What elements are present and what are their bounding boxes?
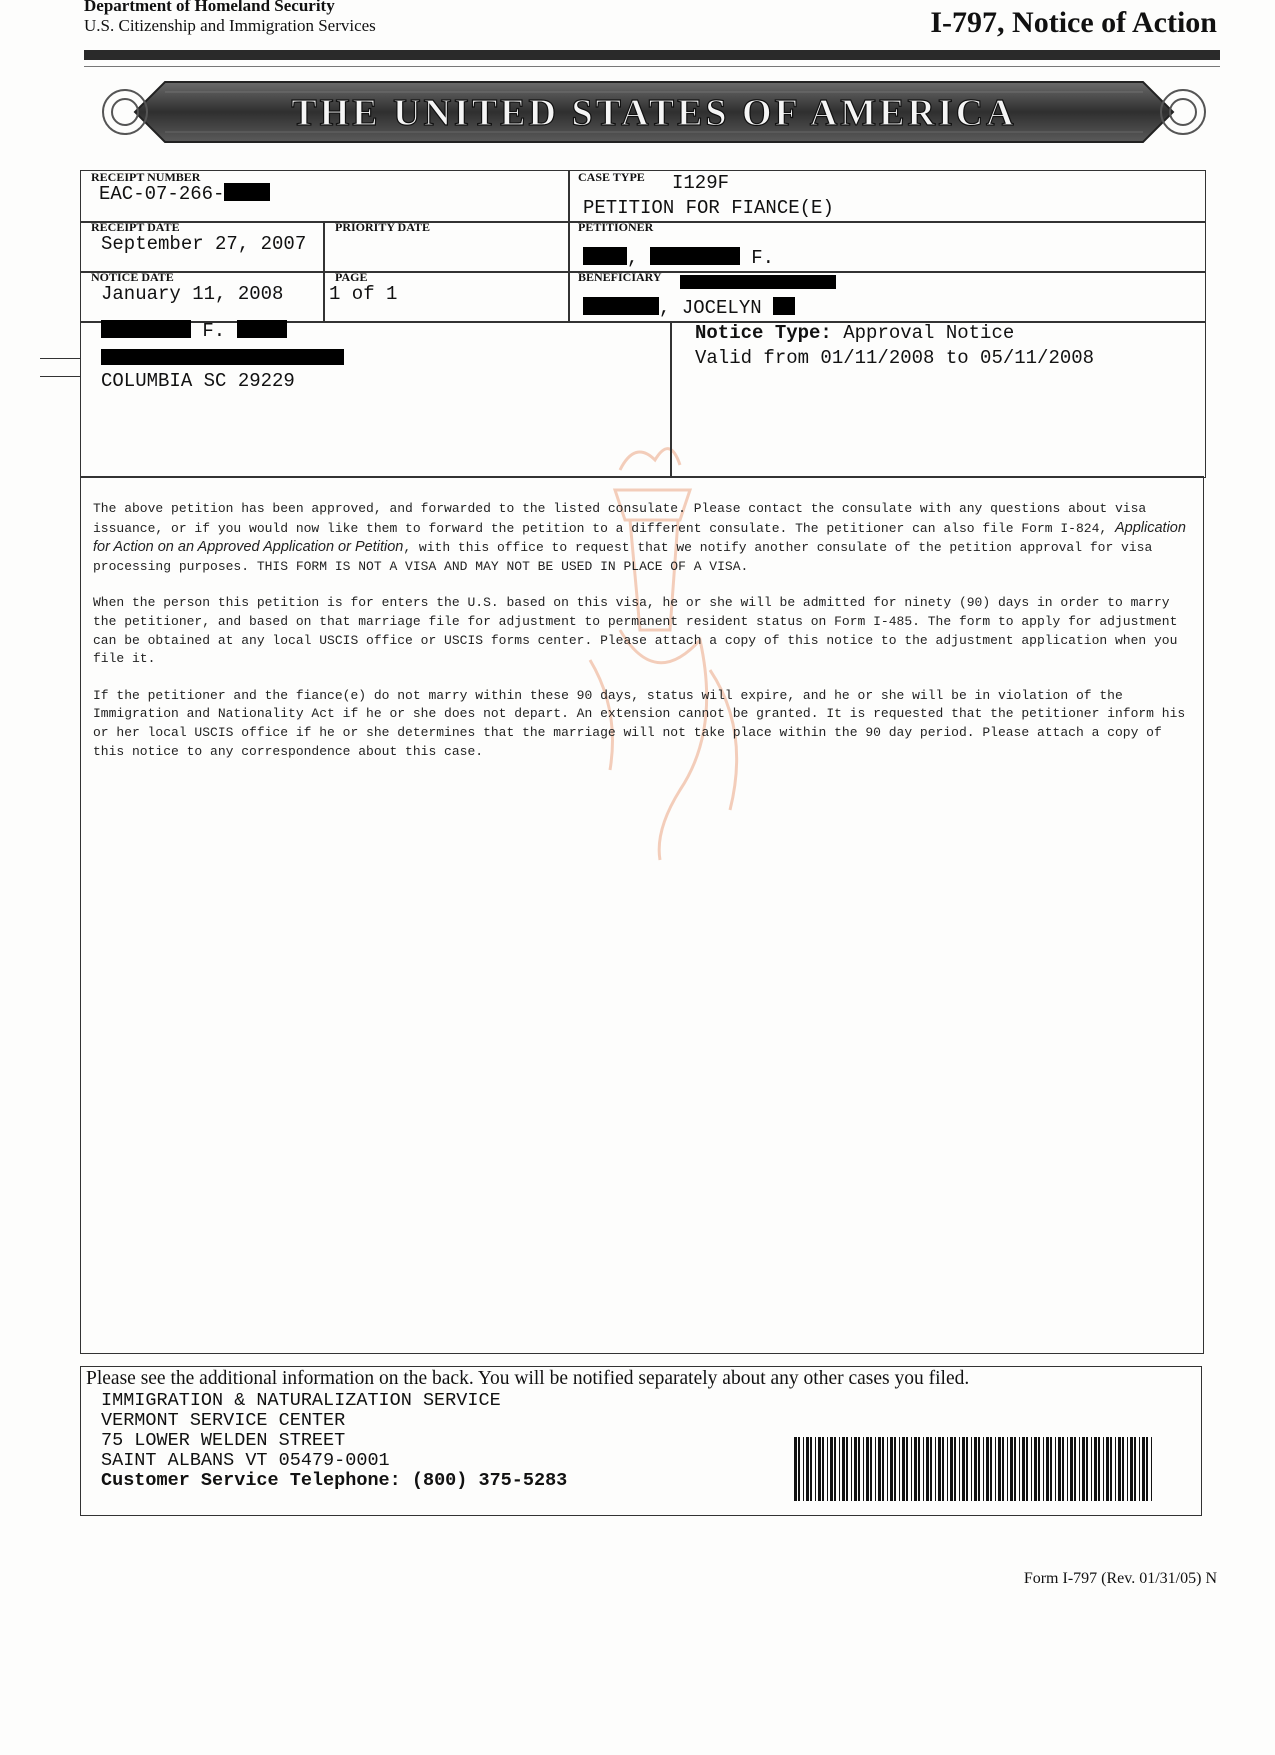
notice-type: Notice Type: Approval Notice [695,322,1015,344]
redaction [583,247,627,265]
page-label: PAGE [335,270,368,284]
receipt-date-label: RECEIPT DATE [91,220,180,234]
barcode-bar [822,1437,824,1501]
notice-date-label: NOTICE DATE [91,270,174,284]
barcode-bar [827,1437,828,1501]
footer-intro: Please see the additional information on the back. You will be notified separately about any other cases you filed. [86,1368,970,1389]
priority-date-label: PRIORITY DATE [335,220,431,234]
barcode-bar [930,1437,932,1501]
barcode-bar [906,1437,908,1501]
barcode-bar [942,1437,944,1501]
barcode-bar [1122,1437,1124,1501]
barcode-bar [926,1437,929,1501]
barcode-bar [863,1437,864,1501]
barcode-bar [1098,1437,1100,1501]
barcode-bar [998,1437,1001,1501]
customer-service-phone: Customer Service Telephone: (800) 375-5283 [101,1470,568,1491]
barcode-bar [950,1437,953,1501]
barcode-bar [923,1437,924,1501]
barcode-bar [959,1437,960,1501]
barcode-bar [1058,1437,1061,1501]
beneficiary-label: BENEFICIARY [578,270,662,284]
redaction [773,297,795,315]
barcode-bar [1014,1437,1016,1501]
barcode-bar [830,1437,833,1501]
barcode-bar [839,1437,840,1501]
barcode-bar [1034,1437,1037,1501]
redaction [650,247,740,265]
redaction [237,320,287,338]
barcode-bar [842,1437,845,1501]
barcode-bar [935,1437,936,1501]
barcode-bar [1026,1437,1028,1501]
barcode-bar [1134,1437,1136,1501]
barcode-bar [1010,1437,1013,1501]
barcode-bar [1074,1437,1076,1501]
barcode-bar [851,1437,852,1501]
address-city-line: COLUMBIA SC 29229 [101,370,295,392]
paragraph-2: When the person this petition is for enters the U.S. based on this visa, he or she will be admitted for ninety (90) days in order to marry the petitioner, and based on that marriage file for adjustment to permanent resident status on Form I-485. The form to apply for adjustment can be obtained at any local USCIS office or USCIS forms center. Please attach a copy of this notice to the adjustment application when you file it. [93,595,1178,667]
barcode-bar [962,1437,965,1501]
barcode-bar [1031,1437,1032,1501]
barcode [794,1437,1156,1501]
barcode-bar [887,1437,888,1501]
barcode-bar [995,1437,996,1501]
barcode-bar [914,1437,917,1501]
notice-date-value: January 11, 2008 [101,283,284,305]
barcode-bar [1070,1437,1073,1501]
barcode-bar [894,1437,896,1501]
barcode-bar [938,1437,941,1501]
barcode-bar [947,1437,948,1501]
barcode-bar [1022,1437,1025,1501]
barcode-bar [806,1437,809,1501]
beneficiary-value: , JOCELYN [583,297,795,319]
barcode-bar [834,1437,836,1501]
barcode-bar [1043,1437,1044,1501]
paragraph-3: If the petitioner and the fiance(e) do not marry within these 90 days, status will expire, and he or she will be in violation of the Immigration and Nationality Act if he or she does not depart. An extension cannot be granted. It is requested that the petitioner inform his or her local USCIS office if he or she determines that the marriage will not take place within the 90 day period. Please attach a copy of this notice to any correspondence about this case. [93,687,1186,759]
barcode-bar [1079,1437,1080,1501]
petitioner-value: , F. [583,247,774,269]
barcode-bar [1146,1437,1148,1501]
barcode-bar [1091,1437,1092,1501]
barcode-bar [866,1437,869,1501]
barcode-bar [966,1437,968,1501]
barcode-bar [890,1437,893,1501]
barcode-bar [1067,1437,1068,1501]
barcode-bar [1106,1437,1109,1501]
barcode-bar [875,1437,876,1501]
usa-banner [95,78,1213,146]
case-type-label: CASE TYPE [578,170,645,184]
agency-name: U.S. Citizenship and Immigration Services [84,16,376,35]
barcode-bar [974,1437,977,1501]
barcode-bar [1151,1437,1152,1501]
barcode-bar [810,1437,812,1501]
barcode-bar [858,1437,860,1501]
barcode-bar [1086,1437,1088,1501]
barcode-bar [794,1437,797,1501]
office-address [101,1391,567,1491]
barcode-bar [1127,1437,1128,1501]
barcode-bar [986,1437,989,1501]
barcode-bar [1019,1437,1020,1501]
barcode-bar [1118,1437,1121,1501]
barcode-bar [1139,1437,1140,1501]
barcode-bar [918,1437,920,1501]
barcode-bar [798,1437,800,1501]
barcode-bar [1050,1437,1052,1501]
barcode-bar [978,1437,980,1501]
barcode-bar [902,1437,905,1501]
barcode-bar [846,1437,848,1501]
barcode-bar [983,1437,984,1501]
barcode-bar [1110,1437,1112,1501]
barcode-bar [1038,1437,1040,1501]
receipt-number-label: RECEIPT NUMBER [91,170,201,184]
barcode-bar [882,1437,884,1501]
barcode-bar [1115,1437,1116,1501]
office-line: IMMIGRATION & NATURALIZATION SERVICE [101,1390,501,1411]
barcode-bar [899,1437,900,1501]
department-name: Department of Homeland Security [84,0,335,15]
notice-body [93,500,1193,779]
barcode-bar [1062,1437,1064,1501]
address-name-line: F. [101,320,287,342]
barcode-bar [1055,1437,1056,1501]
barcode-bar [1046,1437,1049,1501]
redaction [101,320,191,338]
petitioner-label: PETITIONER [578,220,654,234]
redaction [680,275,836,289]
barcode-bar [870,1437,872,1501]
barcode-bar [954,1437,956,1501]
paragraph-1: The above petition has been approved, and forwarded to the listed consulate. Please contact the consulate with any questions about visa issuance, or if you would now like them to forward the petition to a different consulate. The petitioner can also file Form I-824, Application for Action on an Approved Application or Petition, with this office to request that we notify another consulate of the petition approval for visa processing purposes. THIS FORM IS NOT A VISA AND MAY NOT BE USED IN PLACE OF A VISA. [93,501,1186,574]
barcode-bar [1142,1437,1145,1501]
barcode-bar [1094,1437,1097,1501]
address-street-redaction [101,349,344,365]
barcode-bar [990,1437,992,1501]
receipt-date-value: September 27, 2007 [101,233,307,255]
case-type-description: PETITION FOR FIANCE(E) [583,197,834,219]
barcode-bar [911,1437,912,1501]
barcode-bar [1103,1437,1104,1501]
barcode-bar [971,1437,972,1501]
header-rule [84,50,1220,60]
redaction [583,297,659,315]
notice-validity: Valid from 01/11/2008 to 05/11/2008 [695,347,1095,369]
office-line: SAINT ALBANS VT 05479-0001 [101,1450,390,1471]
case-type-code: I129F [672,172,730,194]
office-line: 75 LOWER WELDEN STREET [101,1430,346,1451]
receipt-number-value: EAC-07-266- [99,183,270,205]
banner-text: THE UNITED STATES OF AMERICA [291,92,1017,134]
barcode-bar [815,1437,816,1501]
form-revision: Form I-797 (Rev. 01/31/05) N [1023,1570,1217,1587]
page-value: 1 of 1 [329,283,398,305]
barcode-bar [803,1437,804,1501]
barcode-bar [1082,1437,1085,1501]
barcode-bar [1130,1437,1133,1501]
form-title: I-797, Notice of Action [930,6,1217,39]
barcode-bar [854,1437,857,1501]
header-thin-rule [84,66,1220,67]
office-line: VERMONT SERVICE CENTER [101,1410,346,1431]
barcode-bar [878,1437,881,1501]
barcode-bar [1002,1437,1004,1501]
redaction [224,183,270,201]
barcode-bar [818,1437,821,1501]
barcode-bar [1007,1437,1008,1501]
